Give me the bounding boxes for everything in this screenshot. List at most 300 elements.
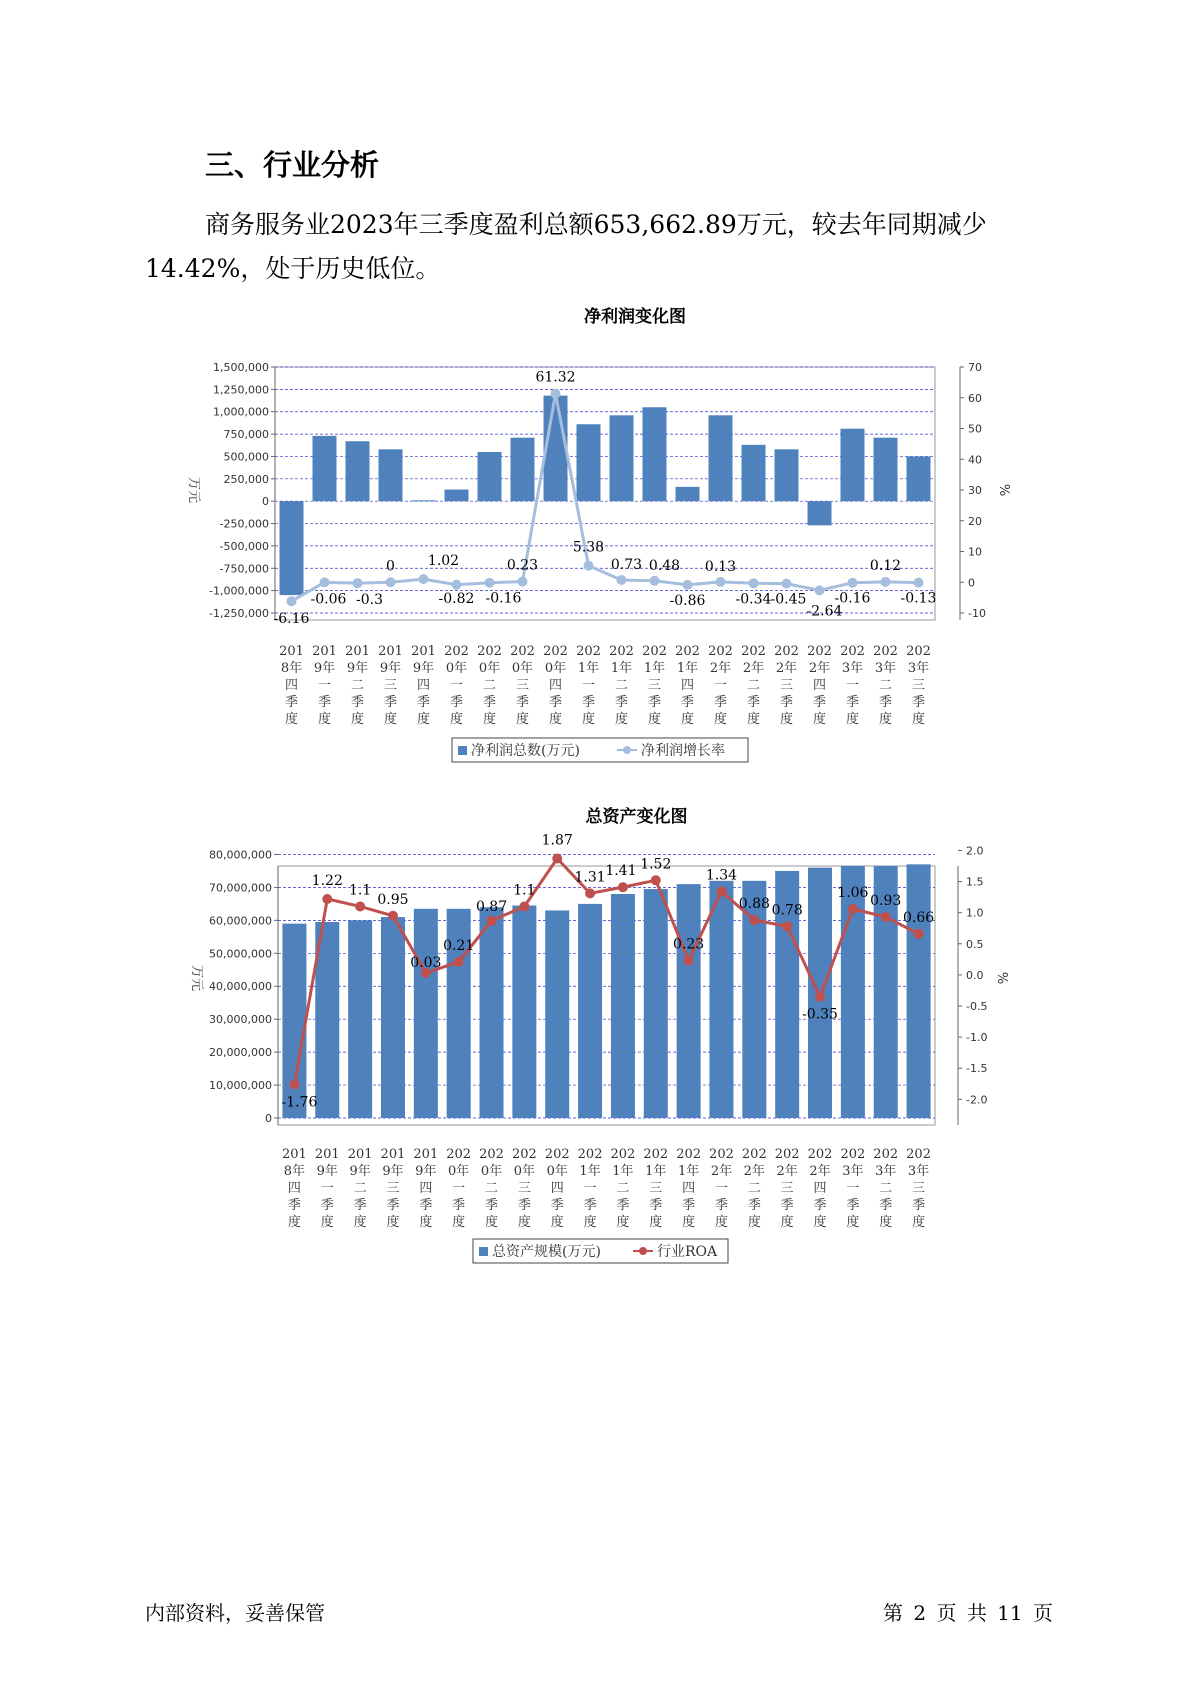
line-point	[419, 574, 429, 584]
x-tick-label: 季	[583, 1198, 597, 1213]
line-point	[881, 912, 891, 922]
x-tick-label: 季	[548, 695, 563, 710]
y2-tick-label: 10	[968, 545, 982, 559]
x-tick-label: 季	[812, 695, 827, 710]
data-label: 61.32	[535, 369, 576, 386]
x-tick-label: 0年	[448, 1164, 470, 1179]
x-tick-label: 201	[282, 1147, 307, 1162]
x-tick-label: 201	[380, 1147, 406, 1162]
x-tick-label: 9年	[313, 661, 336, 676]
x-tick-label: 0年	[544, 661, 567, 676]
x-tick-label: 度	[452, 1215, 466, 1230]
line-point	[585, 888, 595, 898]
x-tick-label: 季	[878, 695, 893, 710]
x-tick-label: 度	[581, 712, 596, 727]
x-tick-label: 季	[419, 1198, 433, 1213]
x-tick-label: 201	[279, 644, 304, 659]
line-point	[552, 854, 562, 864]
x-tick-label: 0年	[445, 661, 468, 676]
x-tick-label: 四	[419, 1181, 433, 1196]
x-tick-label: 度	[287, 1215, 301, 1230]
x-tick-label: 度	[680, 712, 695, 727]
x-tick-label: 1年	[612, 1164, 634, 1179]
x-tick-label: 2年	[776, 1164, 798, 1179]
x-tick-label: 0年	[513, 1164, 536, 1179]
x-tick-label: 度	[416, 712, 431, 727]
x-tick-label: 季	[449, 695, 464, 710]
data-label: 0.23	[506, 557, 539, 574]
y-tick-label: -1,250,000	[209, 607, 269, 620]
x-tick-label: 二	[614, 678, 629, 693]
x-tick-label: 季	[383, 695, 398, 710]
x-tick-label: 201	[413, 1147, 439, 1162]
data-label: 1.87	[541, 832, 573, 849]
data-label: 0.66	[902, 909, 935, 926]
x-tick-label: 201	[347, 1147, 373, 1162]
x-tick-label: 202	[708, 644, 733, 659]
x-tick-label: 度	[383, 712, 398, 727]
data-label: -0.16	[834, 590, 871, 607]
x-tick-label: 202	[906, 644, 931, 659]
y2-tick-label: -2.0	[966, 1093, 988, 1107]
x-tick-label: 季	[350, 695, 365, 710]
data-label: -0.16	[485, 590, 522, 607]
x-tick-label: 四	[548, 678, 563, 693]
x-tick-label: 季	[482, 695, 497, 710]
x-tick-label: 202	[510, 644, 535, 659]
x-tick-label: 202	[576, 644, 601, 659]
x-tick-label: 202	[709, 1147, 734, 1162]
x-tick-label: 度	[879, 1215, 893, 1230]
x-tick-label: 202	[544, 1147, 570, 1162]
y2-tick-label: 0.0	[966, 968, 984, 982]
x-tick-label: 度	[350, 712, 365, 727]
x-tick-label: 季	[912, 1198, 926, 1213]
data-label: 0.78	[771, 902, 803, 919]
x-tick-label: 四	[680, 678, 695, 693]
x-tick-label: 8年	[283, 1164, 306, 1179]
x-tick-label: 202	[609, 644, 634, 659]
x-tick-label: 一	[714, 1181, 728, 1196]
y2-tick-label: -0.5	[966, 1000, 988, 1013]
x-tick-label: 季	[320, 1198, 334, 1213]
data-label: 1.1	[348, 882, 372, 899]
y-tick-label: 30,000,000	[209, 1013, 272, 1027]
x-tick-label: 202	[643, 1147, 669, 1162]
x-tick-label: 202	[774, 1147, 800, 1162]
data-label: 1.41	[605, 863, 637, 880]
x-tick-label: 二	[616, 1181, 630, 1196]
data-label: 5.38	[572, 539, 605, 556]
x-tick-label: 2年	[742, 661, 765, 676]
data-label: 1.06	[837, 884, 869, 901]
x-tick-label: 202	[741, 644, 766, 659]
x-tick-label: 四	[287, 1181, 301, 1196]
data-label: 1.52	[640, 856, 672, 873]
data-label: -0.45	[770, 591, 807, 608]
x-tick-label: 度	[517, 1215, 531, 1230]
bar	[907, 864, 931, 1118]
bar	[480, 907, 504, 1118]
x-tick-label: 度	[912, 1215, 926, 1230]
x-tick-label: 季	[813, 1198, 827, 1213]
line-point	[782, 921, 792, 931]
y2-tick-label: 0	[968, 576, 975, 590]
x-tick-label: 季	[452, 1198, 466, 1213]
x-tick-label: 9年	[382, 1164, 404, 1179]
x-tick-label: 季	[517, 1198, 531, 1213]
legend-swatch-dot	[639, 1247, 647, 1255]
x-tick-label: 度	[812, 712, 827, 727]
line-point	[289, 1079, 299, 1089]
y2-tick-label: 1.0	[966, 906, 984, 920]
y-axis-title: 万元	[189, 964, 204, 992]
x-tick-label: 季	[845, 695, 860, 710]
data-label: -0.06	[310, 591, 347, 608]
data-label: 0.73	[610, 557, 643, 574]
x-tick-label: 二	[482, 678, 497, 693]
x-tick-label: 度	[713, 712, 728, 727]
legend-label-line: 行业ROA	[657, 1244, 718, 1260]
bar	[511, 438, 535, 502]
x-tick-label: 202	[807, 1147, 833, 1162]
x-tick-label: 季	[779, 695, 794, 710]
data-label: -6.16	[273, 611, 310, 628]
x-tick-label: 202	[676, 1147, 702, 1162]
x-tick-label: 季	[485, 1198, 499, 1213]
data-label: 0.48	[648, 557, 681, 574]
bar	[709, 881, 733, 1118]
x-tick-label: 度	[482, 712, 497, 727]
y2-tick-label: -10	[968, 607, 986, 620]
legend-swatch-bar	[458, 746, 467, 755]
section-heading: 三、行业分析	[205, 148, 380, 182]
x-tick-label: 季	[680, 695, 695, 710]
y2-tick-label: 30	[968, 484, 982, 497]
bar	[808, 501, 832, 525]
x-tick-label: 二	[746, 678, 761, 693]
x-tick-label: 202	[479, 1147, 504, 1162]
bar	[709, 415, 733, 501]
x-tick-label: 一	[449, 678, 464, 693]
y2-tick-label: -1.5	[966, 1062, 988, 1076]
x-tick-label: 三	[517, 1181, 531, 1196]
bar	[874, 438, 898, 502]
y-tick-label: 0	[265, 1112, 272, 1125]
x-tick-label: 3年	[874, 661, 897, 676]
y-tick-label: 750,000	[223, 428, 269, 442]
x-tick-label: 202	[840, 1147, 866, 1162]
line-point	[320, 577, 330, 587]
line-point	[454, 957, 464, 967]
bar	[907, 456, 931, 501]
x-tick-label: 度	[614, 712, 629, 727]
x-tick-label: 度	[647, 712, 662, 727]
footer-page-number: 第 2 页 共 11 页	[883, 1601, 1053, 1625]
y-tick-label: 50,000,000	[209, 947, 272, 961]
x-tick-label: 202	[577, 1147, 603, 1162]
data-label: 0.93	[870, 893, 902, 910]
line-point	[388, 911, 398, 921]
chart-title: 总资产变化图	[585, 807, 688, 827]
x-tick-label: 3年	[841, 661, 864, 676]
y-tick-label: 1,000,000	[213, 405, 269, 419]
x-tick-label: 度	[747, 1215, 761, 1230]
bar	[313, 436, 337, 501]
bar	[841, 429, 865, 501]
x-tick-label: 202	[840, 644, 865, 659]
y-tick-label: 0	[262, 495, 269, 509]
data-label: 1.02	[427, 553, 460, 570]
x-tick-label: 季	[317, 695, 332, 710]
x-tick-label: 202	[906, 1147, 931, 1162]
data-label: -2.64	[806, 603, 843, 620]
x-tick-label: 201	[314, 1147, 340, 1162]
y-tick-label: 250,000	[223, 472, 269, 486]
bar	[379, 449, 403, 501]
x-tick-label: 0年	[480, 1164, 503, 1179]
data-label: 1.1	[513, 882, 536, 899]
y2-tick-label: 60	[968, 391, 982, 405]
legend-label-bar: 净利润总数(万元)	[471, 743, 580, 759]
x-tick-label: 季	[581, 695, 596, 710]
x-tick-label: 三	[647, 678, 662, 693]
data-label: 1.22	[311, 872, 343, 889]
x-tick-label: 度	[682, 1215, 696, 1230]
y2-axis-title: %	[994, 971, 1009, 985]
x-tick-label: 1年	[645, 1164, 667, 1179]
y2-tick-label: 40	[968, 453, 982, 467]
data-label: -0.35	[802, 1006, 838, 1023]
data-label: 0.95	[377, 891, 409, 908]
x-tick-label: 季	[353, 1198, 367, 1213]
x-tick-label: 201	[312, 644, 337, 659]
x-tick-label: 202	[543, 644, 568, 659]
data-label: 0.21	[443, 937, 475, 954]
bar	[414, 909, 438, 1118]
line-point	[584, 561, 594, 571]
y2-axis-title: %	[996, 483, 1011, 497]
x-tick-label: 度	[583, 1215, 597, 1230]
line-point	[914, 578, 924, 588]
x-tick-label: 202	[774, 644, 799, 659]
x-tick-label: 季	[386, 1198, 400, 1213]
x-tick-label: 0年	[478, 661, 501, 676]
line-point	[322, 894, 332, 904]
x-tick-label: 四	[416, 678, 431, 693]
x-tick-label: 2年	[809, 1164, 831, 1179]
x-tick-label: 一	[845, 678, 860, 693]
data-label: 0.23	[673, 936, 705, 953]
x-tick-label: 三	[649, 1181, 663, 1196]
bar	[643, 407, 667, 501]
x-tick-label: 度	[878, 712, 893, 727]
x-tick-label: 季	[714, 1198, 728, 1213]
intro-paragraph: 商务服务业2023年三季度盈利总额653,662.89万元，较去年同期减少14.42%，处于历史低位。	[145, 210, 987, 283]
x-tick-label: 季	[713, 695, 728, 710]
line-point	[353, 578, 363, 588]
y-tick-label: 60,000,000	[209, 914, 272, 928]
x-tick-label: 三	[779, 678, 794, 693]
x-tick-label: 季	[746, 695, 761, 710]
x-tick-label: 季	[647, 695, 662, 710]
footer-confidential-note: 内部资料，妥善保管	[145, 1601, 325, 1625]
y2-tick-label: 0.5	[966, 937, 984, 951]
x-tick-label: 202	[642, 644, 667, 659]
bar	[578, 904, 602, 1118]
x-tick-label: 度	[649, 1215, 663, 1230]
line-point	[386, 577, 396, 587]
x-tick-label: 度	[485, 1215, 499, 1230]
x-tick-label: 季	[682, 1198, 696, 1213]
x-tick-label: 二	[353, 1181, 367, 1196]
data-label: -0.82	[438, 590, 475, 607]
y2-tick-label: 50	[968, 422, 982, 436]
x-tick-label: 202	[610, 1147, 636, 1162]
data-label: 1.31	[574, 869, 606, 886]
y-tick-label: 1,500,000	[213, 361, 269, 374]
y-tick-label: 20,000,000	[209, 1046, 272, 1060]
x-tick-label: 四	[682, 1181, 696, 1196]
x-tick-label: 度	[714, 1215, 728, 1230]
line-point	[617, 575, 627, 585]
y-axis-title: 万元	[186, 476, 201, 504]
y2-tick-label: 20	[968, 514, 982, 528]
x-tick-label: 9年	[316, 1164, 338, 1179]
data-label: -0.86	[669, 592, 706, 609]
line-point	[716, 887, 726, 897]
x-tick-label: 一	[317, 678, 332, 693]
bar	[412, 500, 436, 501]
x-tick-label: 0年	[546, 1164, 568, 1179]
data-label: 0.88	[738, 896, 770, 913]
bar	[478, 452, 502, 501]
x-tick-label: 二	[350, 678, 365, 693]
x-tick-label: 度	[813, 1215, 827, 1230]
x-tick-label: 季	[649, 1198, 663, 1213]
x-tick-label: 季	[616, 1198, 630, 1213]
x-tick-label: 202	[444, 644, 469, 659]
data-label: 0.87	[475, 898, 508, 915]
data-label: 0.03	[410, 955, 442, 972]
line-point	[551, 389, 561, 399]
line-point	[519, 901, 529, 911]
x-tick-label: 季	[416, 695, 431, 710]
bar	[445, 490, 469, 502]
x-tick-label: 202	[741, 1147, 767, 1162]
x-tick-label: 1年	[577, 661, 600, 676]
x-tick-label: 9年	[349, 1164, 371, 1179]
x-tick-label: 度	[746, 712, 761, 727]
x-tick-label: 二	[878, 678, 893, 693]
y-tick-label: 1,250,000	[213, 383, 269, 397]
bar	[280, 501, 304, 595]
y-tick-label: 70,000,000	[209, 881, 272, 895]
x-tick-label: 2年	[743, 1164, 765, 1179]
x-tick-label: 9年	[346, 661, 369, 676]
x-tick-label: 一	[581, 678, 596, 693]
line-point	[848, 578, 858, 588]
line-point	[782, 579, 792, 589]
x-tick-label: 度	[284, 712, 299, 727]
x-tick-label: 季	[284, 695, 299, 710]
y-tick-label: -750,000	[219, 562, 269, 576]
x-tick-label: 202	[873, 1147, 899, 1162]
data-label: 0	[386, 558, 395, 575]
x-tick-label: 度	[779, 712, 794, 727]
x-tick-label: 季	[780, 1198, 794, 1213]
x-tick-label: 202	[873, 644, 898, 659]
legend-swatch-dot	[623, 746, 631, 754]
bar	[346, 441, 370, 501]
bar	[841, 866, 865, 1118]
y-tick-label: 500,000	[223, 450, 269, 464]
x-tick-label: 季	[846, 1198, 860, 1213]
x-tick-label: 度	[846, 1215, 860, 1230]
line-point	[848, 904, 858, 914]
x-tick-label: 度	[515, 712, 530, 727]
x-tick-label: 201	[378, 644, 403, 659]
x-tick-label: 一	[320, 1181, 334, 1196]
x-tick-label: 季	[550, 1198, 564, 1213]
x-tick-label: 1年	[676, 661, 699, 676]
line-point	[683, 580, 693, 590]
data-label: 0.12	[869, 557, 902, 574]
x-tick-label: 9年	[412, 661, 435, 676]
x-tick-label: 一	[583, 1181, 597, 1196]
data-label: -0.13	[900, 590, 937, 607]
x-tick-label: 度	[449, 712, 464, 727]
x-tick-label: 度	[845, 712, 860, 727]
legend-label-line: 净利润增长率	[641, 743, 725, 759]
x-tick-label: 度	[616, 1215, 630, 1230]
x-tick-label: 三	[386, 1181, 400, 1196]
line-point	[355, 901, 365, 911]
line-point	[749, 578, 759, 588]
x-tick-label: 202	[511, 1147, 537, 1162]
data-label: 1.34	[705, 867, 738, 884]
y2-tick-label: 70	[968, 361, 982, 374]
x-tick-label: 202	[477, 644, 502, 659]
x-tick-label: 季	[911, 695, 926, 710]
x-tick-label: 201	[411, 644, 436, 659]
x-tick-label: 9年	[379, 661, 402, 676]
bar	[610, 415, 634, 501]
x-tick-label: 季	[287, 1198, 301, 1213]
x-tick-label: 四	[550, 1181, 564, 1196]
x-tick-label: 度	[320, 1215, 334, 1230]
x-tick-label: 度	[317, 712, 332, 727]
x-tick-label: 度	[353, 1215, 367, 1230]
total-assets-chart	[0, 807, 1191, 1280]
bar	[677, 884, 701, 1118]
line-point	[749, 915, 759, 925]
line-point	[716, 577, 726, 587]
line-point	[452, 580, 462, 590]
line-point	[881, 577, 891, 587]
x-tick-label: 三	[515, 678, 530, 693]
bar	[676, 487, 700, 501]
data-label: -0.3	[356, 592, 383, 609]
net-profit-chart	[0, 307, 1191, 780]
x-tick-label: 二	[879, 1181, 893, 1196]
x-tick-label: 3年	[907, 661, 930, 676]
x-tick-label: 度	[419, 1215, 433, 1230]
x-tick-label: 三	[912, 1181, 926, 1196]
y-tick-label: -250,000	[219, 517, 269, 531]
y2-tick-label: 2.0	[966, 844, 984, 858]
x-tick-label: 度	[550, 1215, 564, 1230]
